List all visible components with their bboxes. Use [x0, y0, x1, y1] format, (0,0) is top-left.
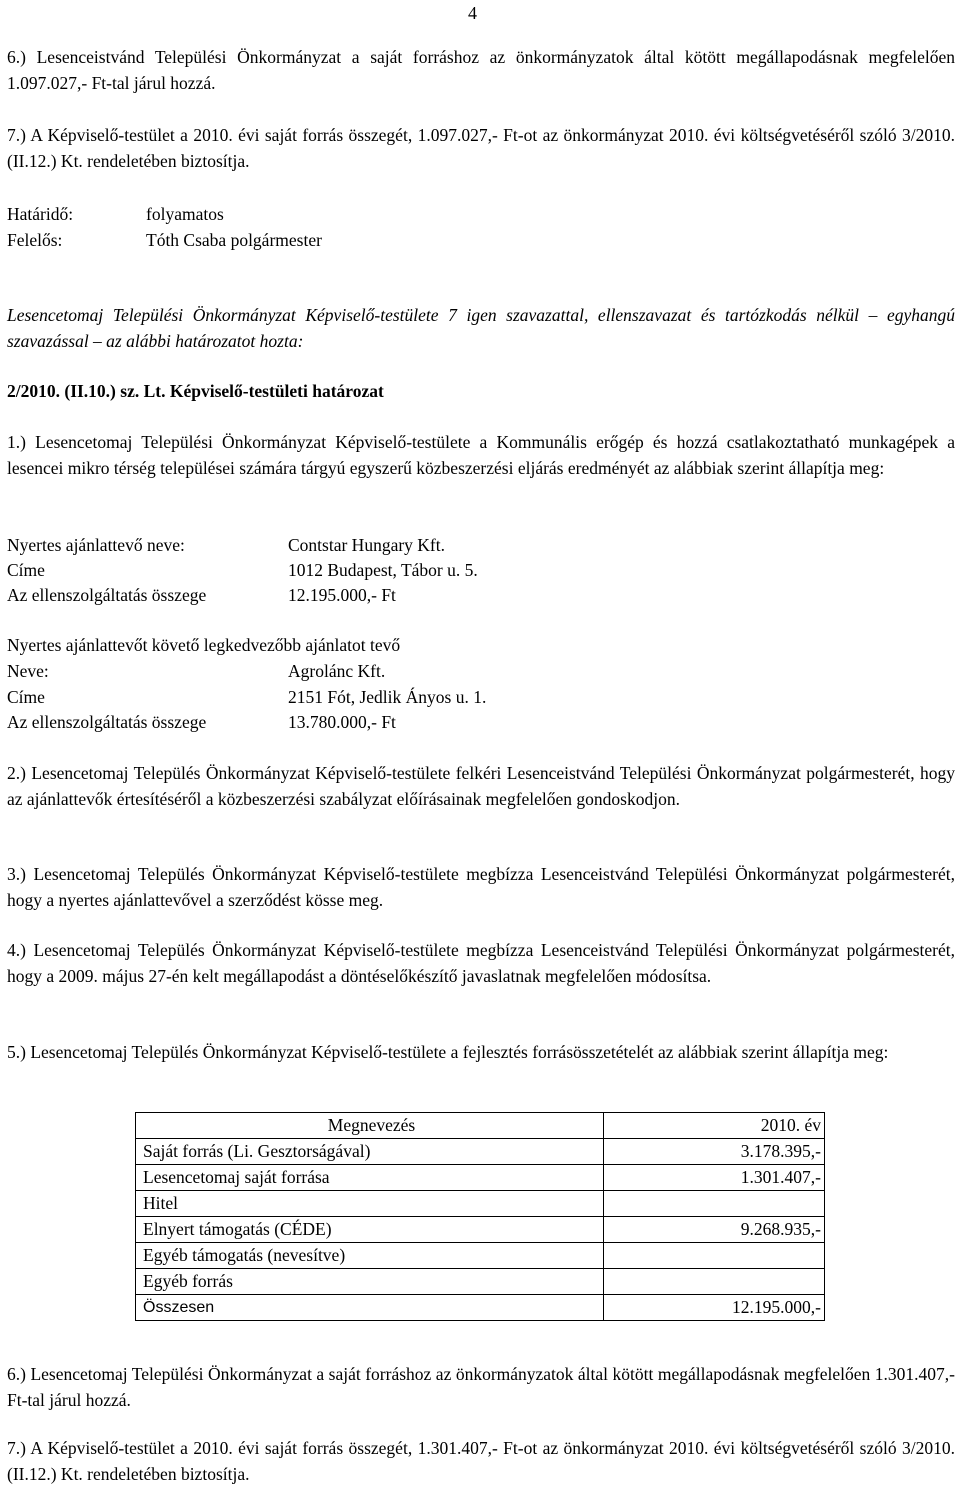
responsible-label: Felelős:: [7, 230, 63, 250]
table-row: [136, 1191, 825, 1217]
runner-up-amount: 13.780.000,- Ft: [288, 712, 396, 732]
row-label: Egyéb forrás: [136, 1269, 604, 1295]
row-amount: 3.178.395,-: [604, 1139, 825, 1165]
runner-up-name: Agrolánc Kft.: [288, 661, 386, 681]
point-3: 3.) Lesencetomaj Település Önkormányzat Képviselő-testülete megbízza Lesenceistvánd Települési Önkormányzat polgármesterét, hogy a nyertes ajánlattevővel a szerződést kösse meg.: [7, 864, 955, 910]
table-row: [136, 1217, 825, 1243]
winner-amount-row: [7, 582, 955, 608]
point-7: 7.) A Képviselő-testület a 2010. évi saját forrás összegét, 1.301.407,- Ft-ot az önkormányzat 2010. évi költségvetéséről szóló 3/2010. (II.12.) Kt. rendeletében biztosítja.: [7, 1438, 955, 1484]
col-header-year: 2010. év: [604, 1113, 825, 1139]
responsible-value: Tóth Csaba polgármester: [146, 230, 322, 250]
deadline-label: Határidő:: [7, 204, 74, 224]
row-label: Lesencetomaj saját forrása: [136, 1165, 604, 1191]
runner-up-heading: Nyertes ajánlattevőt követő legkedvezőbb ajánlatot tevő: [7, 635, 401, 655]
paragraph-6-top: 6.) Lesenceistvánd Települési Önkormányzat a saját forráshoz az önkormányzatok által kötött megállapodásnak megfelelően 1.097.027,- Ft-tal járul hozzá.: [7, 47, 955, 93]
resolution-title: 2/2010. (II.10.) sz. Lt. Képviselő-testületi határozat: [7, 381, 384, 401]
winner-name-row: [7, 532, 955, 558]
runner-up-address: 2151 Fót, Jedlik Ányos u. 1.: [288, 687, 487, 707]
table-row: [136, 1165, 825, 1191]
winner-amount: 12.195.000,- Ft: [288, 585, 396, 605]
paragraph-7-top: 7.) A Képviselő-testület a 2010. évi saját forrás összegét, 1.097.027,- Ft-ot az önkormányzat 2010. évi költségvetéséről szóló 3/2010. (II.12.) Kt. rendeletében biztosítja.: [7, 125, 955, 171]
row-label: Egyéb támogatás (nevesítve): [136, 1243, 604, 1269]
total-amount: 12.195.000,-: [604, 1295, 825, 1321]
point-6: 6.) Lesencetomaj Települési Önkormányzat a saját forráshoz az önkormányzatok által kötött megállapodásnak megfelelően 1.301.407,- Ft-tal járul hozzá.: [7, 1364, 955, 1410]
row-amount: 1.301.407,-: [604, 1165, 825, 1191]
table-header-row: [136, 1113, 825, 1139]
document-page: [7, 0, 955, 1488]
winner-address-row: [7, 557, 955, 583]
point-1: 1.) Lesencetomaj Települési Önkormányzat Képviselő-testülete a Kommunális erőgép és hozzá csatlakoztatható munkagépek a lesencei mikro térség települései számára tárgyú egyszerű közbeszerzési eljárás eredményét az alábbiak szerint állapítja meg:: [7, 432, 955, 478]
runner-up-address-row: [7, 684, 955, 710]
runner-up-amount-row: [7, 709, 955, 735]
point-5: 5.) Lesencetomaj Település Önkormányzat Képviselő-testülete a fejlesztés forrásösszetételét az alábbiak szerint állapítja meg:: [7, 1042, 889, 1062]
table-row: [136, 1243, 825, 1269]
winner-name-label: Nyertes ajánlattevő neve:: [7, 535, 185, 555]
runner-up-name-label: Neve:: [7, 661, 49, 681]
winner-address-label: Címe: [7, 560, 45, 580]
vote-statement: Lesencetomaj Települési Önkormányzat Képviselő-testülete 7 igen szavazattal, ellenszavazat és tartózkodás nélkül – egyhangú szavazással – az alábbi határozatot hozta:: [7, 305, 955, 351]
page-number: 4: [468, 3, 477, 23]
table-total-row: [136, 1295, 825, 1321]
point-2: 2.) Lesencetomaj Település Önkormányzat Képviselő-testülete felkéri Lesenceistvánd Települési Önkormányzat polgármesterét, hogy az ajánlattevők értesítéséről a közbeszerzési szabályzat előírásainak megfelelően gondoskodjon.: [7, 763, 955, 809]
responsible-row: [7, 227, 955, 253]
runner-up-amount-label: Az ellenszolgáltatás összege: [7, 712, 207, 732]
winner-amount-label: Az ellenszolgáltatás összege: [7, 585, 207, 605]
row-amount: [604, 1269, 825, 1295]
table-row: [136, 1139, 825, 1165]
runner-up-address-label: Címe: [7, 687, 45, 707]
deadline-value: folyamatos: [146, 204, 224, 224]
row-label: Hitel: [136, 1191, 604, 1217]
row-label: Saját forrás (Li. Gesztorságával): [136, 1139, 604, 1165]
row-amount: [604, 1191, 825, 1217]
table-row: [136, 1269, 825, 1295]
runner-up-name-row: [7, 658, 955, 684]
winner-address: 1012 Budapest, Tábor u. 5.: [288, 560, 478, 580]
row-label: Elnyert támogatás (CÉDE): [136, 1217, 604, 1243]
funding-source-table: [135, 1112, 825, 1321]
row-amount: 9.268.935,-: [604, 1217, 825, 1243]
winner-name: Contstar Hungary Kft.: [288, 535, 445, 555]
row-amount: [604, 1243, 825, 1269]
total-label: Összesen: [136, 1295, 604, 1321]
col-header-name: Megnevezés: [136, 1113, 604, 1139]
deadline-row: [7, 201, 955, 227]
point-4: 4.) Lesencetomaj Település Önkormányzat Képviselő-testülete megbízza Lesenceistvánd Települési Önkormányzat polgármesterét, hogy a 2009. május 27-én kelt megállapodást a döntéselőkészítő javaslatnak megfelelően módosítsa.: [7, 940, 955, 986]
